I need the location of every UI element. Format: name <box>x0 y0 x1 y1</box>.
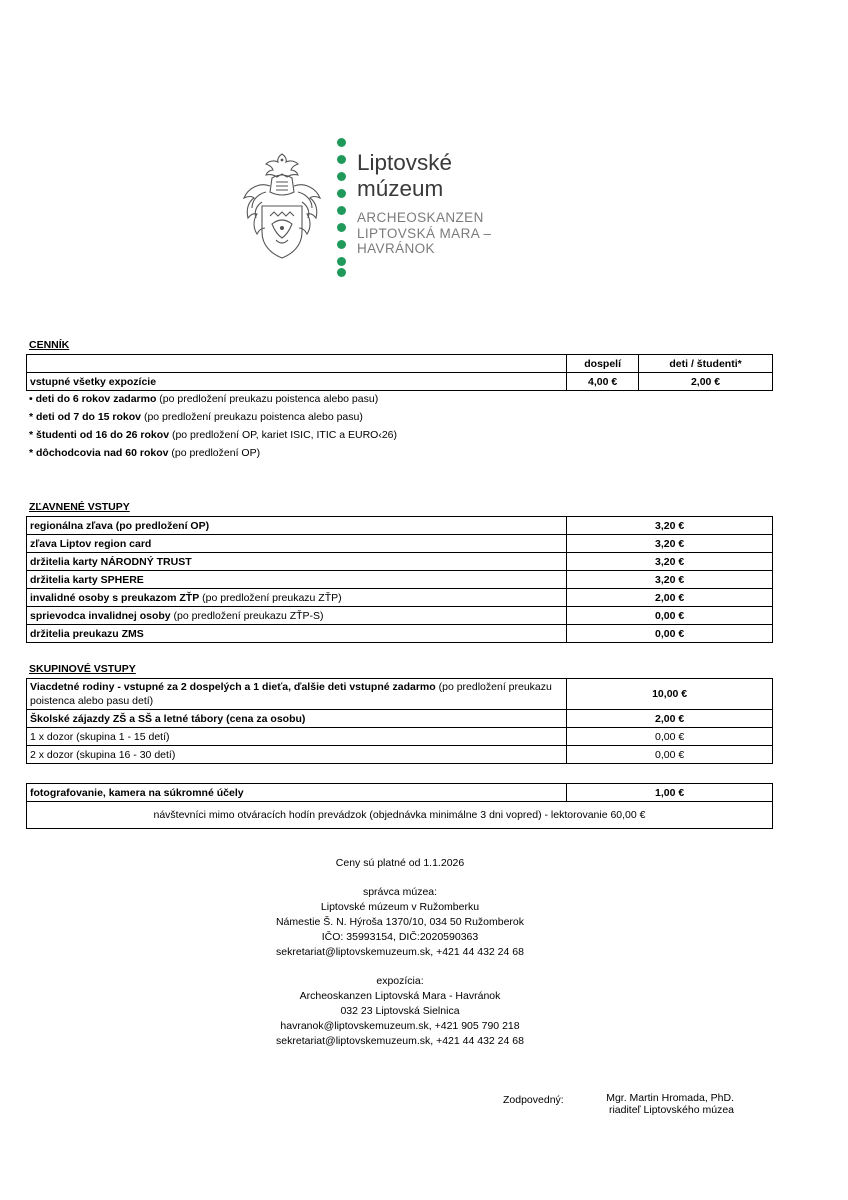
table-row <box>27 607 773 625</box>
zlavnene-title: ZĽAVNENÉ VSTUPY <box>29 501 130 513</box>
expo-name: Archeoskanzen Liptovská Mara - Havránok <box>299 990 501 1002</box>
table-cell-empty <box>27 355 567 373</box>
logo-sub-line-3: HAVRÁNOK <box>357 241 435 256</box>
column-header-adults: dospelí <box>567 355 639 373</box>
table-row <box>27 802 773 829</box>
expo-contact-2: sekretariat@liptovskemuzeum.sk, +421 44 432 24 68 <box>276 1035 524 1047</box>
logo-sub-line-1: ARCHEOSKANZEN <box>357 210 484 225</box>
discount-label: zľava Liptov region card <box>27 535 567 553</box>
logo-line-1: Liptovské <box>357 150 453 175</box>
admin-title: správca múzea: <box>362 886 438 898</box>
logo-sub-line-2: LIPTOVSKÁ MARA – <box>357 225 492 241</box>
dozor1-label: 1 x dozor (skupina 1 - 15 detí) <box>27 728 567 746</box>
table-row <box>27 589 773 607</box>
table-row <box>27 625 773 643</box>
table-row <box>27 373 773 391</box>
note-students: * študenti od 16 do 26 rokov (po predložení OP, kariet ISIC, ITIC a EURO‹26) <box>29 429 398 441</box>
logo-subtitle <box>357 210 491 257</box>
school-price: 2,00 € <box>567 710 773 728</box>
note-seniors: * dôchodcovia nad 60 rokov (po predložení OP) <box>29 447 261 459</box>
table-row <box>27 710 773 728</box>
zlavnene-table <box>26 516 773 643</box>
expo-title: expozícia: <box>376 975 424 987</box>
discount-price: 3,20 € <box>567 517 773 535</box>
admin-name: Liptovské múzeum v Ružomberku <box>320 901 480 913</box>
table-row <box>27 679 773 710</box>
discount-label: držitelia karty SPHERE <box>27 571 567 589</box>
cennik-table <box>26 354 773 391</box>
skupinove-table <box>26 678 773 764</box>
logo-title <box>357 150 452 202</box>
table-row <box>27 746 773 764</box>
after-hours-note: návštevníci mimo otváracích hodín prevádzok (objednávka minimálne 3 dni vopred) - lektorovanie 60,00 € <box>27 802 773 829</box>
school-label: Školské zájazdy ZŠ a SŠ a letné tábory (cena za osobu) <box>27 710 567 728</box>
family-label: Viacdetné rodiny - vstupné za 2 dospelých a 1 dieťa, ďalšie deti vstupné zadarmo (po predložení preukazu poistenca alebo pasu detí) <box>27 679 567 710</box>
note-children-under-6: • deti do 6 rokov zadarmo (po predložení preukazu poistenca alebo pasu) <box>29 393 379 405</box>
table-header-row <box>27 355 773 373</box>
discount-price: 0,00 € <box>567 607 773 625</box>
skupinove-title: SKUPINOVÉ VSTUPY <box>29 663 136 675</box>
dozor1-price: 0,00 € <box>567 728 773 746</box>
discount-price: 2,00 € <box>567 589 773 607</box>
discount-price: 3,20 € <box>567 571 773 589</box>
family-price: 10,00 € <box>567 679 773 710</box>
table-row <box>27 517 773 535</box>
table-row <box>27 553 773 571</box>
note-children-7-15: * deti od 7 do 15 rokov (po predložení preukazu poistenca alebo pasu) <box>29 411 363 423</box>
coat-of-arms-icon <box>236 150 328 266</box>
discount-label: regionálna zľava (po predložení OP) <box>27 517 567 535</box>
foto-table <box>26 783 773 829</box>
responsible-person <box>604 1092 734 1116</box>
brand-dots-decoration <box>336 138 348 278</box>
column-header-children: deti / študenti* <box>639 355 773 373</box>
responsible-label: Zodpovedný: <box>503 1094 564 1106</box>
discount-price: 3,20 € <box>567 535 773 553</box>
expo-address: 032 23 Liptovská Sielnica <box>340 1005 460 1017</box>
valid-from: Ceny sú platné od 1.1.2026 <box>335 857 465 869</box>
discount-label: invalidné osoby s preukazom ZŤP (po predložení preukazu ZŤP) <box>27 589 567 607</box>
row-label-all-expositions: vstupné všetky expozície <box>27 373 567 391</box>
discount-price: 0,00 € <box>567 625 773 643</box>
price-children: 2,00 € <box>639 373 773 391</box>
admin-ids: IČO: 35993154, DIČ:2020590363 <box>321 931 479 943</box>
table-row <box>27 571 773 589</box>
cennik-title: CENNÍK <box>29 339 70 351</box>
table-row <box>27 535 773 553</box>
table-row <box>27 784 773 802</box>
admin-address: Námestie Š. N. Hýroša 1370/10, 034 50 Ružomberok <box>275 916 525 928</box>
logo-line-2: múzeum <box>357 176 444 201</box>
photo-price: 1,00 € <box>567 784 773 802</box>
photo-label: fotografovanie, kamera na súkromné účely <box>27 784 567 802</box>
price-adults: 4,00 € <box>567 373 639 391</box>
discount-label: držitelia karty NÁRODNÝ TRUST <box>27 553 567 571</box>
discount-price: 3,20 € <box>567 553 773 571</box>
dozor2-label: 2 x dozor (skupina 16 - 30 detí) <box>27 746 567 764</box>
discount-label: sprievodca invalidnej osoby (po predložení preukazu ZŤP-S) <box>27 607 567 625</box>
discount-label: držitelia preukazu ZMS <box>27 625 567 643</box>
dozor2-price: 0,00 € <box>567 746 773 764</box>
expo-contact-1: havranok@liptovskemuzeum.sk, +421 905 790 218 <box>280 1020 520 1032</box>
responsible-name: Mgr. Martin Hromada, PhD. <box>606 1092 734 1104</box>
footer-info <box>0 856 800 1049</box>
responsible-role: riaditeľ Liptovského múzea <box>608 1104 734 1116</box>
admin-contact: sekretariat@liptovskemuzeum.sk, +421 44 432 24 68 <box>276 946 524 958</box>
table-row <box>27 728 773 746</box>
